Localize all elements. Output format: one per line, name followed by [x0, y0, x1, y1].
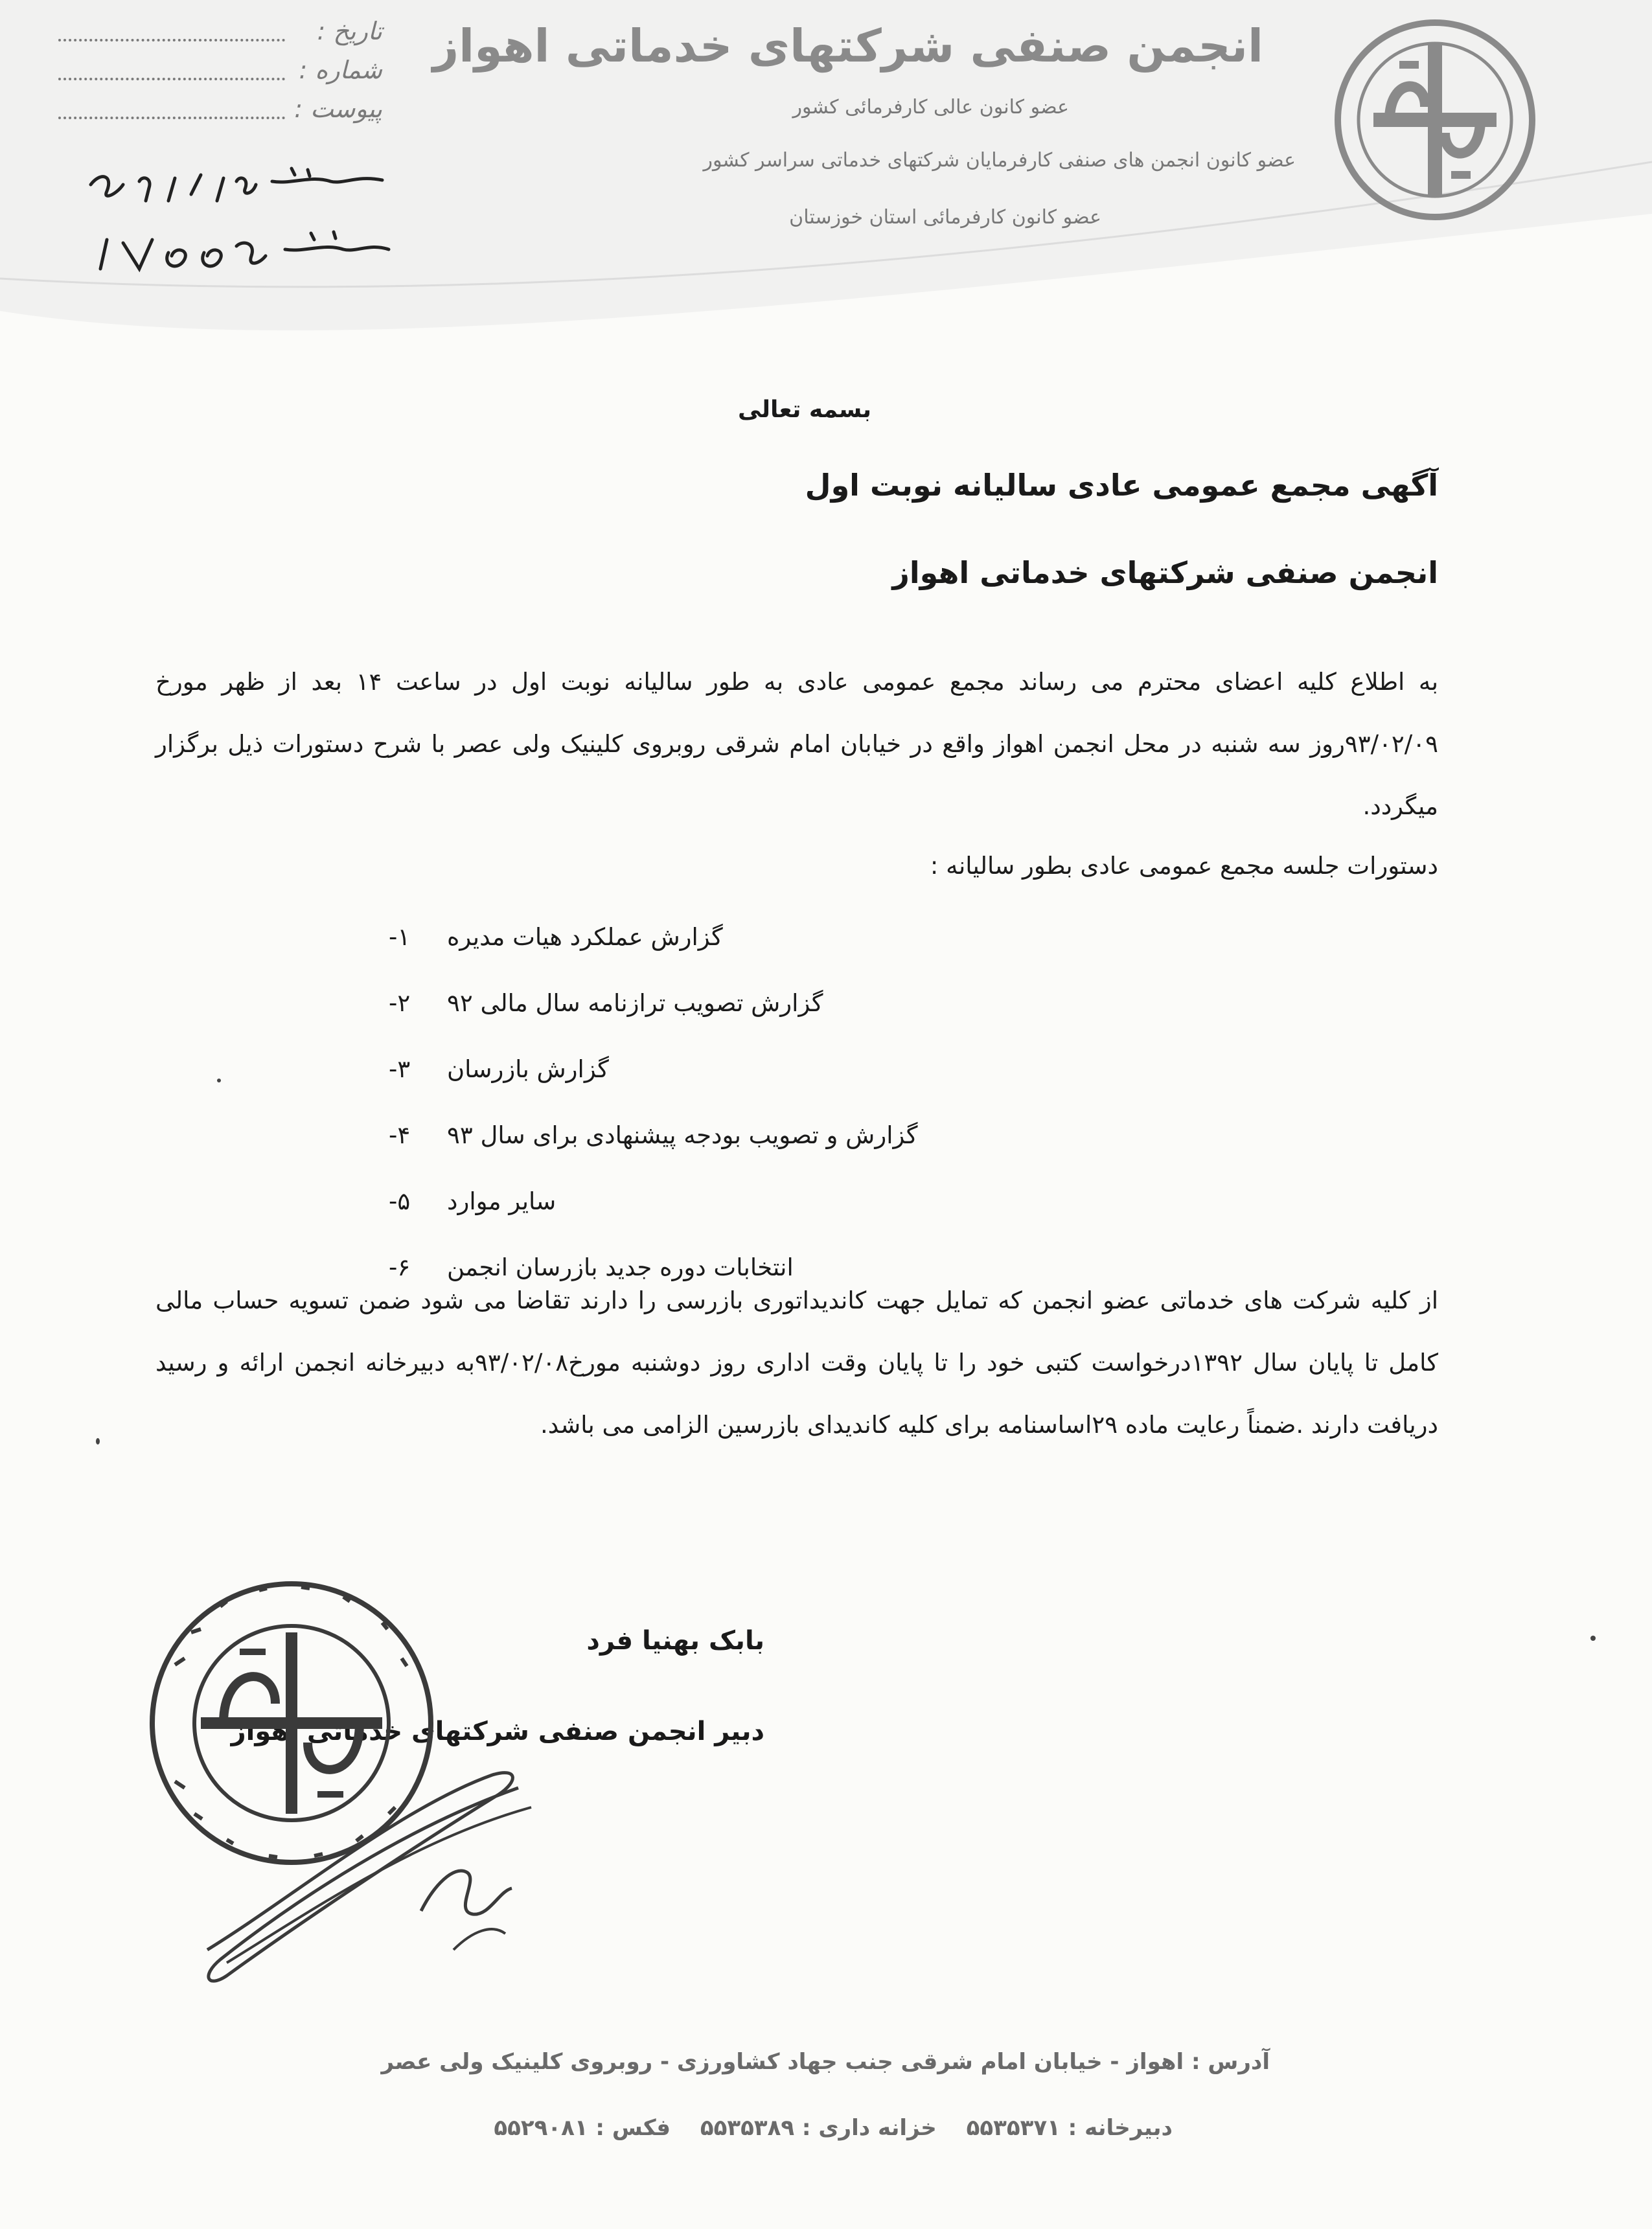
signatory-name: بابک بهنیا فرد: [586, 1626, 764, 1656]
announcement-paragraph: به اطلاع کلیه اعضای محترم می رساند مجمع عمومی عادی به طور سالیانه نوبت اول در ساعت ۱۴ بعد از ظهر مورخ ۹۳/۰۲/۰۹روز سه شنبه در محل انجمن اهواز واقع در خیابان امام شرقی روبروی کلینیک ولی عصر با شرح دستورات ذیل برگزار میگردد.: [155, 668, 1438, 820]
treasury-phone: خزانه داری : ۵۵۳۵۳۸۹: [700, 2115, 937, 2141]
number-label: شماره :: [299, 56, 382, 84]
reference-fields: [58, 13, 382, 130]
footer-phones: [472, 2115, 1173, 2141]
agenda-text: گزارش بازرسان: [447, 1055, 609, 1083]
date-label: تاریخ :: [317, 17, 382, 45]
membership-line: عضو کانون انجمن های صنفی کارفرمایان شرکتهای خدماتی سراسر کشور: [703, 149, 1296, 172]
agenda-item: [389, 1187, 1360, 1253]
agenda-item: [389, 1055, 1360, 1121]
agenda-list: [389, 923, 1360, 1320]
footer-address: آدرس : اهواز - خیابان امام شرقی جنب جهاد کشاورزی - روبروی کلینیک ولی عصر: [381, 2049, 1270, 2075]
agenda-number: -۶: [389, 1253, 411, 1281]
scan-speck: [96, 1438, 100, 1445]
fax-number: فکس : ۵۵۲۹۰۸۱: [494, 2115, 671, 2141]
agenda-number: -۵: [389, 1187, 411, 1215]
attachment-field: [58, 91, 382, 130]
agenda-item: [389, 989, 1360, 1055]
agenda-number: -۲: [389, 989, 411, 1017]
agenda-number: -۴: [389, 1121, 411, 1149]
number-field: [58, 52, 382, 91]
association-logo-icon: [1328, 16, 1542, 223]
agenda-text: گزارش عملکرد هیات مدیره: [447, 923, 723, 951]
dotted-line: [58, 117, 285, 119]
agenda-text: گزارش تصویب ترازنامه سال مالی ۹۲: [447, 989, 823, 1017]
official-stamp: [130, 1561, 583, 2002]
secretariat-phone: دبیرخانه : ۵۵۳۵۳۷۱: [966, 2115, 1173, 2141]
agenda-item: [389, 1121, 1360, 1187]
agenda-item: [389, 923, 1360, 989]
dotted-line: [58, 39, 285, 41]
notice-subtitle: انجمن صنفی شرکتهای خدماتی اهواز: [892, 555, 1438, 590]
organization-name: انجمن صنفی شرکتهای خدماتی اهواز: [432, 19, 1263, 73]
scan-speck: [1590, 1636, 1596, 1641]
date-field: [58, 13, 382, 52]
handwritten-date-number: [78, 155, 415, 311]
signatory-title: دبیر انجمن صنفی شرکتهای خدماتی اهواز: [231, 1717, 764, 1746]
membership-line: عضو کانون عالی کارفرمائی کشور: [792, 96, 1069, 119]
attachment-label: پیوست :: [294, 95, 382, 123]
invocation: بسمه تعالی: [738, 396, 871, 423]
membership-line: عضو کانون کارفرمائی استان خوزستان: [789, 206, 1101, 229]
scan-speck: [217, 1079, 221, 1082]
agenda-number: -۳: [389, 1055, 411, 1083]
agenda-text: انتخابات دوره جدید بازرسان انجمن: [447, 1253, 794, 1281]
candidacy-paragraph: از کلیه شرکت های خدماتی عضو انجمن که تمایل جهت کاندیداتوری بازرسی را دارند تقاضا می شود ضمن تسویه حساب مالی کامل تا پایان سال ۱۳۹۲درخواست کتبی خود را تا پایان وقت اداری روز دوشنبه مورخ۹۳/۰۲/۰۸به دبیرخانه انجمن ارائه و رسید دریافت دارند .ضمناً رعایت ماده ۲۹اساسنامه برای کلیه کاندیدای بازرسین الزامی می باشد.: [155, 1286, 1439, 1439]
dotted-line: [58, 78, 285, 80]
agenda-intro: دستورات جلسه مجمع عمومی عادی بطور سالیانه :: [930, 852, 1438, 880]
agenda-text: سایر موارد: [447, 1187, 556, 1215]
notice-title: آگهی مجمع عمومی عادی سالیانه نوبت اول: [805, 468, 1438, 503]
agenda-text: گزارش و تصویب بودجه پیشنهادی برای سال ۹۳: [447, 1121, 918, 1149]
agenda-number: -۱: [389, 923, 411, 951]
